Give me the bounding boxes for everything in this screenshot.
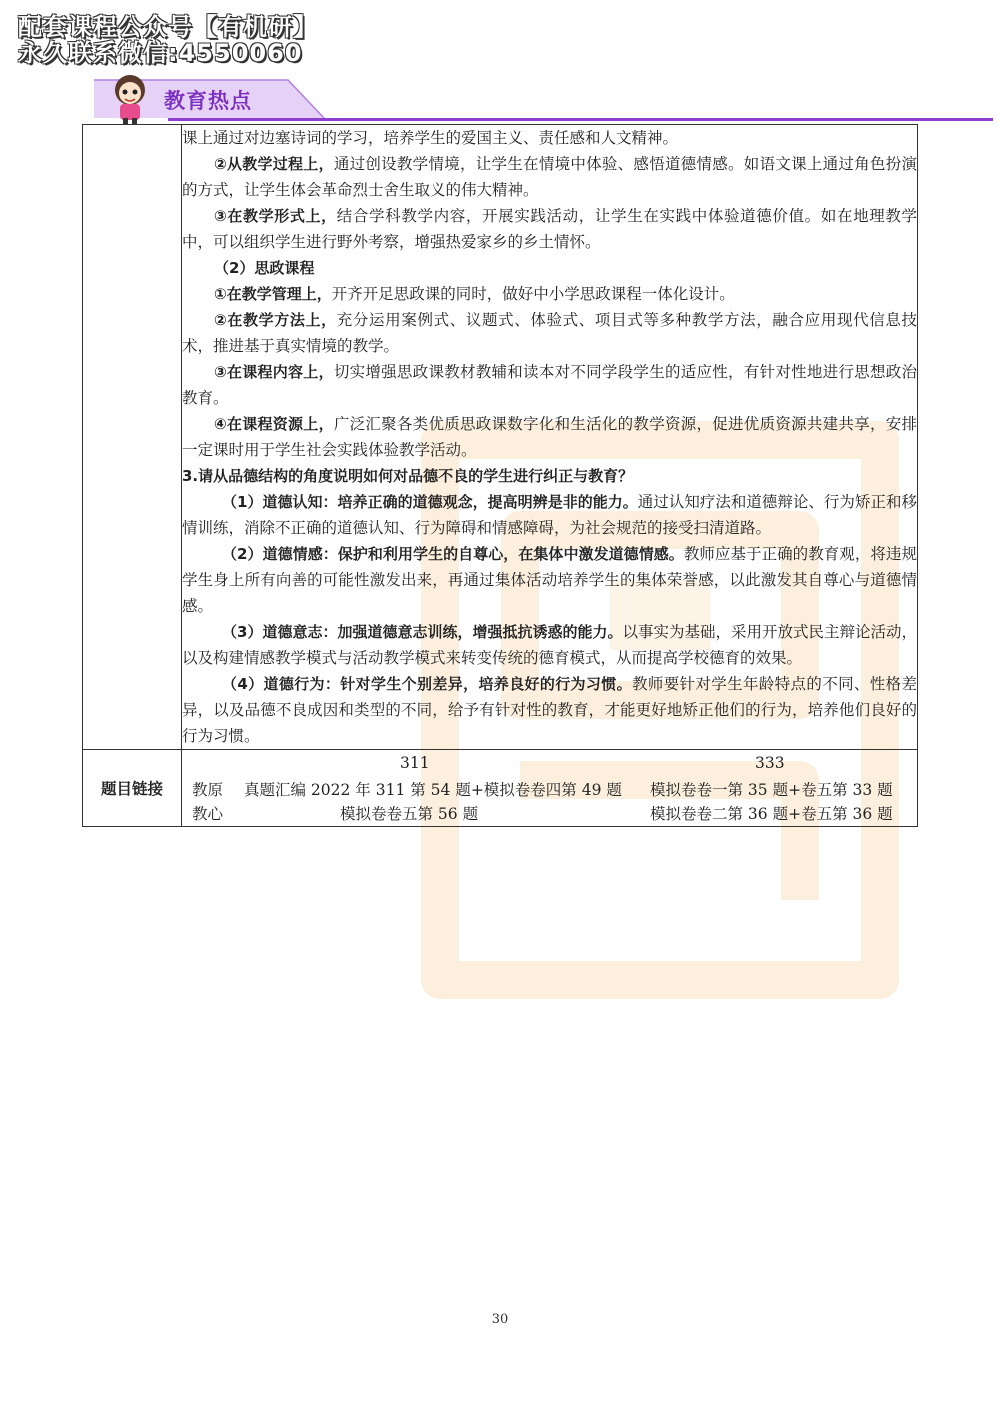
bold-lead: ①在教学管理上， xyxy=(214,285,332,303)
question-heading xyxy=(182,463,917,489)
paragraph-text: 充分运用案例式、议题式、体验式、项目式等多种教学方法，融合应用现代信息技术，推进基于真实情境的教学。 xyxy=(182,311,917,355)
bold-lead: ②从教学过程上， xyxy=(214,155,334,173)
content-row xyxy=(83,125,918,750)
paragraph-text: 以事实为基础，采用开放式民主辩论活动，以及构建情感教学模式与活动教学模式来转变传统的德育模式，从而提高学校德育的效果。 xyxy=(182,623,917,667)
content-table xyxy=(82,124,918,827)
paragraph xyxy=(182,281,917,307)
paragraph xyxy=(182,671,917,749)
col-header-311: 311 xyxy=(400,754,430,772)
paragraph xyxy=(182,411,917,463)
bold-lead: ④在课程资源上， xyxy=(214,415,334,433)
links-cell xyxy=(182,750,918,827)
section-header xyxy=(88,76,918,122)
watermark-line-2: 永久联系微信:4550060 xyxy=(18,39,303,67)
links-row xyxy=(83,750,918,827)
link-311-jiaoxin: 模拟卷卷五第 56 题 xyxy=(340,805,479,823)
watermark-line-1: 配套课程公众号【有机研】 xyxy=(18,13,318,41)
paragraph xyxy=(182,359,917,411)
header-title: 教育热点 xyxy=(164,89,252,113)
paragraph xyxy=(182,203,917,255)
paragraph-text: 结合学科教学内容，开展实践活动，让学生在实践中体验道德价值。如在地理教学中，可以组织学生进行野外考察，增强热爱家乡的乡土情怀。 xyxy=(182,207,917,251)
bold-lead: （1）道德认知：培养正确的道德观念，提高明辨是非的能力。 xyxy=(222,493,638,511)
paragraph xyxy=(182,151,917,203)
row-label-jiaoxin: 教心 xyxy=(192,805,224,823)
links-label: 题目链接 xyxy=(83,750,182,827)
watermark-text xyxy=(18,14,318,66)
paragraph xyxy=(182,489,917,541)
paragraph xyxy=(182,541,917,619)
links-grid xyxy=(182,750,917,826)
question-text: 3.请从品德结构的角度说明如何对品德不良的学生进行纠正与教育？ xyxy=(182,467,634,485)
paragraph-text: 切实增强思政课教材教辅和读本对不同学段学生的适应性，有针对性地进行思想政治教育。 xyxy=(182,363,917,407)
col-header-333: 333 xyxy=(755,754,785,772)
bold-lead: （3）道德意志：加强道德意志训练，增强抵抗诱惑的能力。 xyxy=(222,623,623,641)
paragraph xyxy=(182,307,917,359)
paragraph-text: 开齐开足思政课的同时，做好中小学思政课程一体化设计。 xyxy=(331,285,735,303)
bold-lead: ③在课程内容上， xyxy=(214,363,334,381)
paragraph-text: 通过创设教学情境，让学生在情境中体验、感悟道德情感。如语文课上通过角色扮演的方式，让学生体会革命烈士舍生取义的伟大精神。 xyxy=(182,155,917,199)
bold-lead: ③在教学形式上， xyxy=(214,207,337,225)
link-333-jiaoxin: 模拟卷卷二第 36 题+卷五第 36 题 xyxy=(650,805,893,823)
left-column-cell xyxy=(83,125,182,750)
girl-avatar-icon xyxy=(106,70,154,124)
paragraph-text: 通过认知疗法和道德辩论、行为矫正和移情训练，消除不正确的道德认知、行为障碍和情感障碍，为社会规范的接受扫清道路。 xyxy=(182,493,917,537)
bold-lead: （2）道德情感：保护和利用学生的自尊心，在集体中激发道德情感。 xyxy=(222,545,684,563)
subheading xyxy=(182,255,917,281)
paragraph xyxy=(182,619,917,671)
paragraph-text: 教师要针对学生年龄特点的不同、性格差异，以及品德不良成因和类型的不同，给予有针对性的教育，才能更好地矫正他们的行为，培养他们良好的行为习惯。 xyxy=(182,675,917,745)
link-311-jiaoyuan: 真题汇编 2022 年 311 第 54 题+模拟卷卷四第 49 题 xyxy=(244,781,622,799)
paragraph-text: 广泛汇聚各类优质思政课数字化和生活化的教学资源，促进优质资源共建共享，安排一定课时用于学生社会实践体验教学活动。 xyxy=(182,415,917,459)
content-cell xyxy=(182,125,918,750)
paragraph: 课上通过对边塞诗词的学习，培养学生的爱国主义、责任感和人文精神。 xyxy=(182,129,679,147)
subheading-text: （2）思政课程 xyxy=(214,259,315,277)
link-333-jiaoyuan: 模拟卷卷一第 35 题+卷五第 33 题 xyxy=(650,781,893,799)
bold-lead: ②在教学方法上， xyxy=(214,311,337,329)
paragraph-text: 教师应基于正确的教育观，将违规学生身上所有向善的可能性激发出来，再通过集体活动培养学生的集体荣誉感，以此激发其自尊心与道德情感。 xyxy=(182,545,917,615)
row-label-jiaoyuan: 教原 xyxy=(192,781,224,799)
page-number: 30 xyxy=(491,1312,509,1327)
bold-lead: （4）道德行为：针对学生个别差异，培养良好的行为习惯。 xyxy=(222,675,632,693)
header-underline xyxy=(168,118,993,121)
